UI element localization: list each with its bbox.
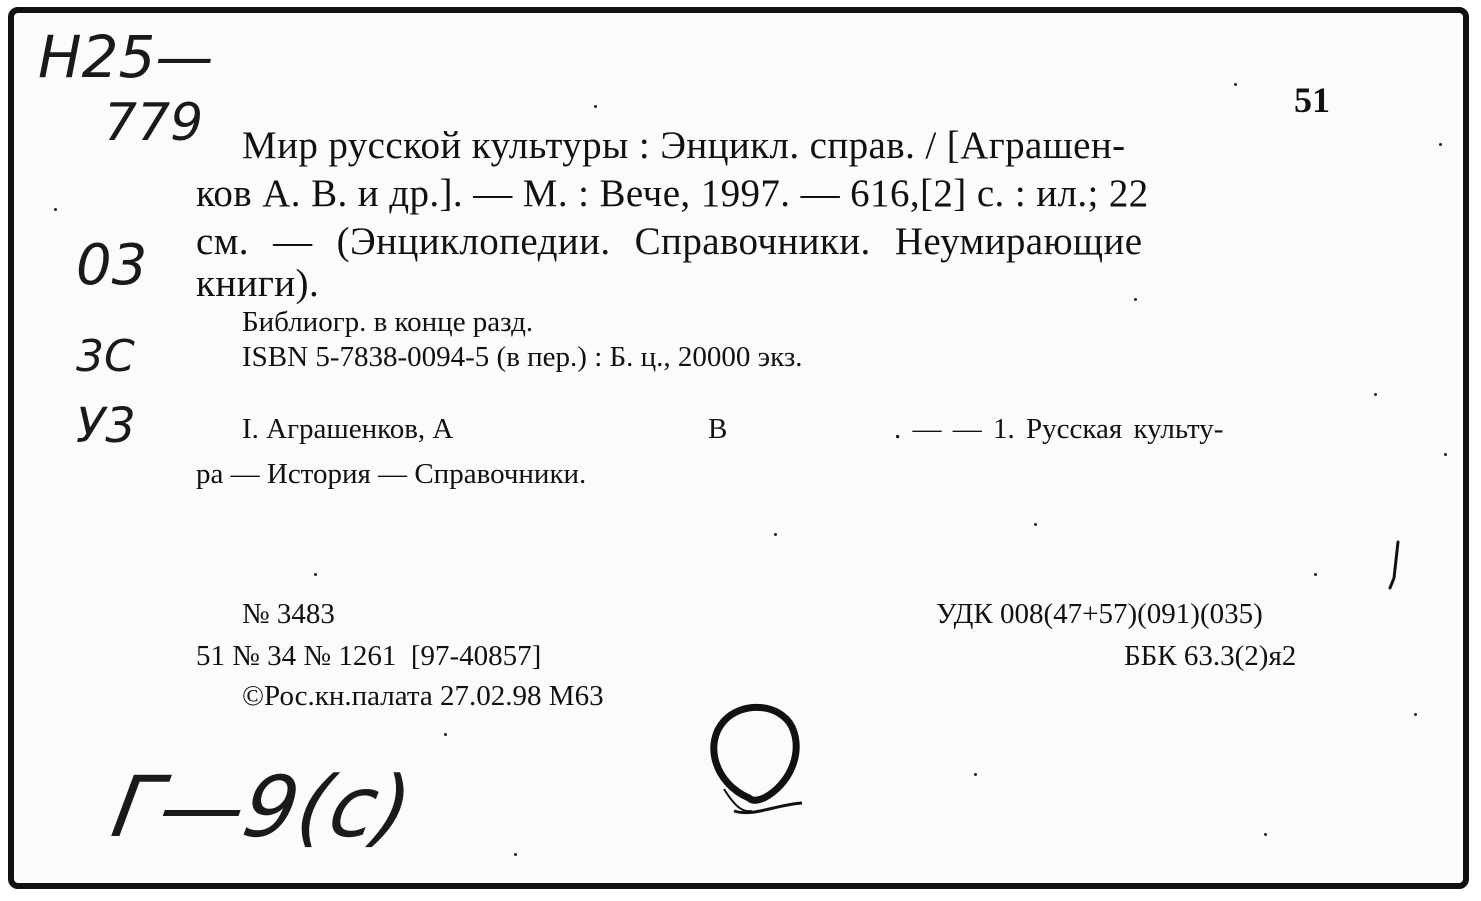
- scan-speck: [514, 853, 517, 856]
- tracing-author: I. Аграшенков, А: [242, 413, 454, 445]
- tracing-subject: . — — 1. Русская культу-: [894, 413, 1224, 445]
- hand-tick-icon: [1384, 538, 1404, 598]
- scan-speck: [594, 105, 597, 108]
- handwritten-code-top: Н25—: [38, 23, 214, 91]
- registry-line-2: 51 № 34 № 1261 [97-40857]: [196, 640, 542, 672]
- handwritten-mark-g9c: Г—9(с): [105, 758, 419, 856]
- description-line-2: ков А. В. и др.]. — М. : Вече, 1997. — 616,[2] с. : ил.; 22: [196, 172, 1149, 215]
- scan-speck: [1314, 573, 1317, 576]
- registry-number: № 3483: [242, 598, 335, 630]
- scan-speck: [1034, 523, 1037, 526]
- handwritten-mark-03: 03: [76, 233, 148, 298]
- hand-drawn-loop-icon: [694, 693, 834, 843]
- scan-speck: [314, 573, 317, 576]
- scan-speck: [1234, 83, 1237, 86]
- description-line-3: см. — (Энциклопедии. Справочники. Неумирающие: [196, 220, 1143, 263]
- scan-speck: [1414, 713, 1417, 716]
- scan-speck: [54, 208, 57, 211]
- handwritten-mark-3c: 3С: [76, 331, 135, 382]
- udk-code: УДК 008(47+57)(091)(035): [936, 598, 1263, 630]
- isbn-line: ISBN 5-7838-0094-5 (в пер.) : Б. ц., 20000 экз.: [242, 341, 803, 373]
- scan-speck: [1374, 393, 1377, 396]
- registry-line-3: ©Рос.кн.палата 27.02.98 М63: [242, 680, 604, 712]
- bbk-code: ББК 63.3(2)я2: [1124, 640, 1297, 672]
- description-line-4: книги).: [196, 262, 320, 305]
- catalog-card: [8, 7, 1469, 889]
- scan-speck: [1439, 143, 1442, 146]
- tracing-initial: В: [708, 413, 728, 445]
- tracing-line-2: ра — История — Справочники.: [196, 458, 587, 490]
- handwritten-mark-u3: У3: [76, 398, 136, 454]
- scan-speck: [1444, 453, 1447, 456]
- page-number: 51: [1294, 80, 1330, 120]
- scan-speck: [1134, 298, 1137, 301]
- handwritten-code-bottom: 779: [104, 93, 204, 153]
- scan-speck: [444, 733, 447, 736]
- description-line-1: Мир русской культуры : Энцикл. справ. / [Аграшен-: [242, 124, 1126, 167]
- bibliography-note: Библиогр. в конце разд.: [242, 306, 534, 338]
- scan-speck: [974, 773, 977, 776]
- scan-speck: [1264, 833, 1267, 836]
- scan-speck: [774, 533, 777, 536]
